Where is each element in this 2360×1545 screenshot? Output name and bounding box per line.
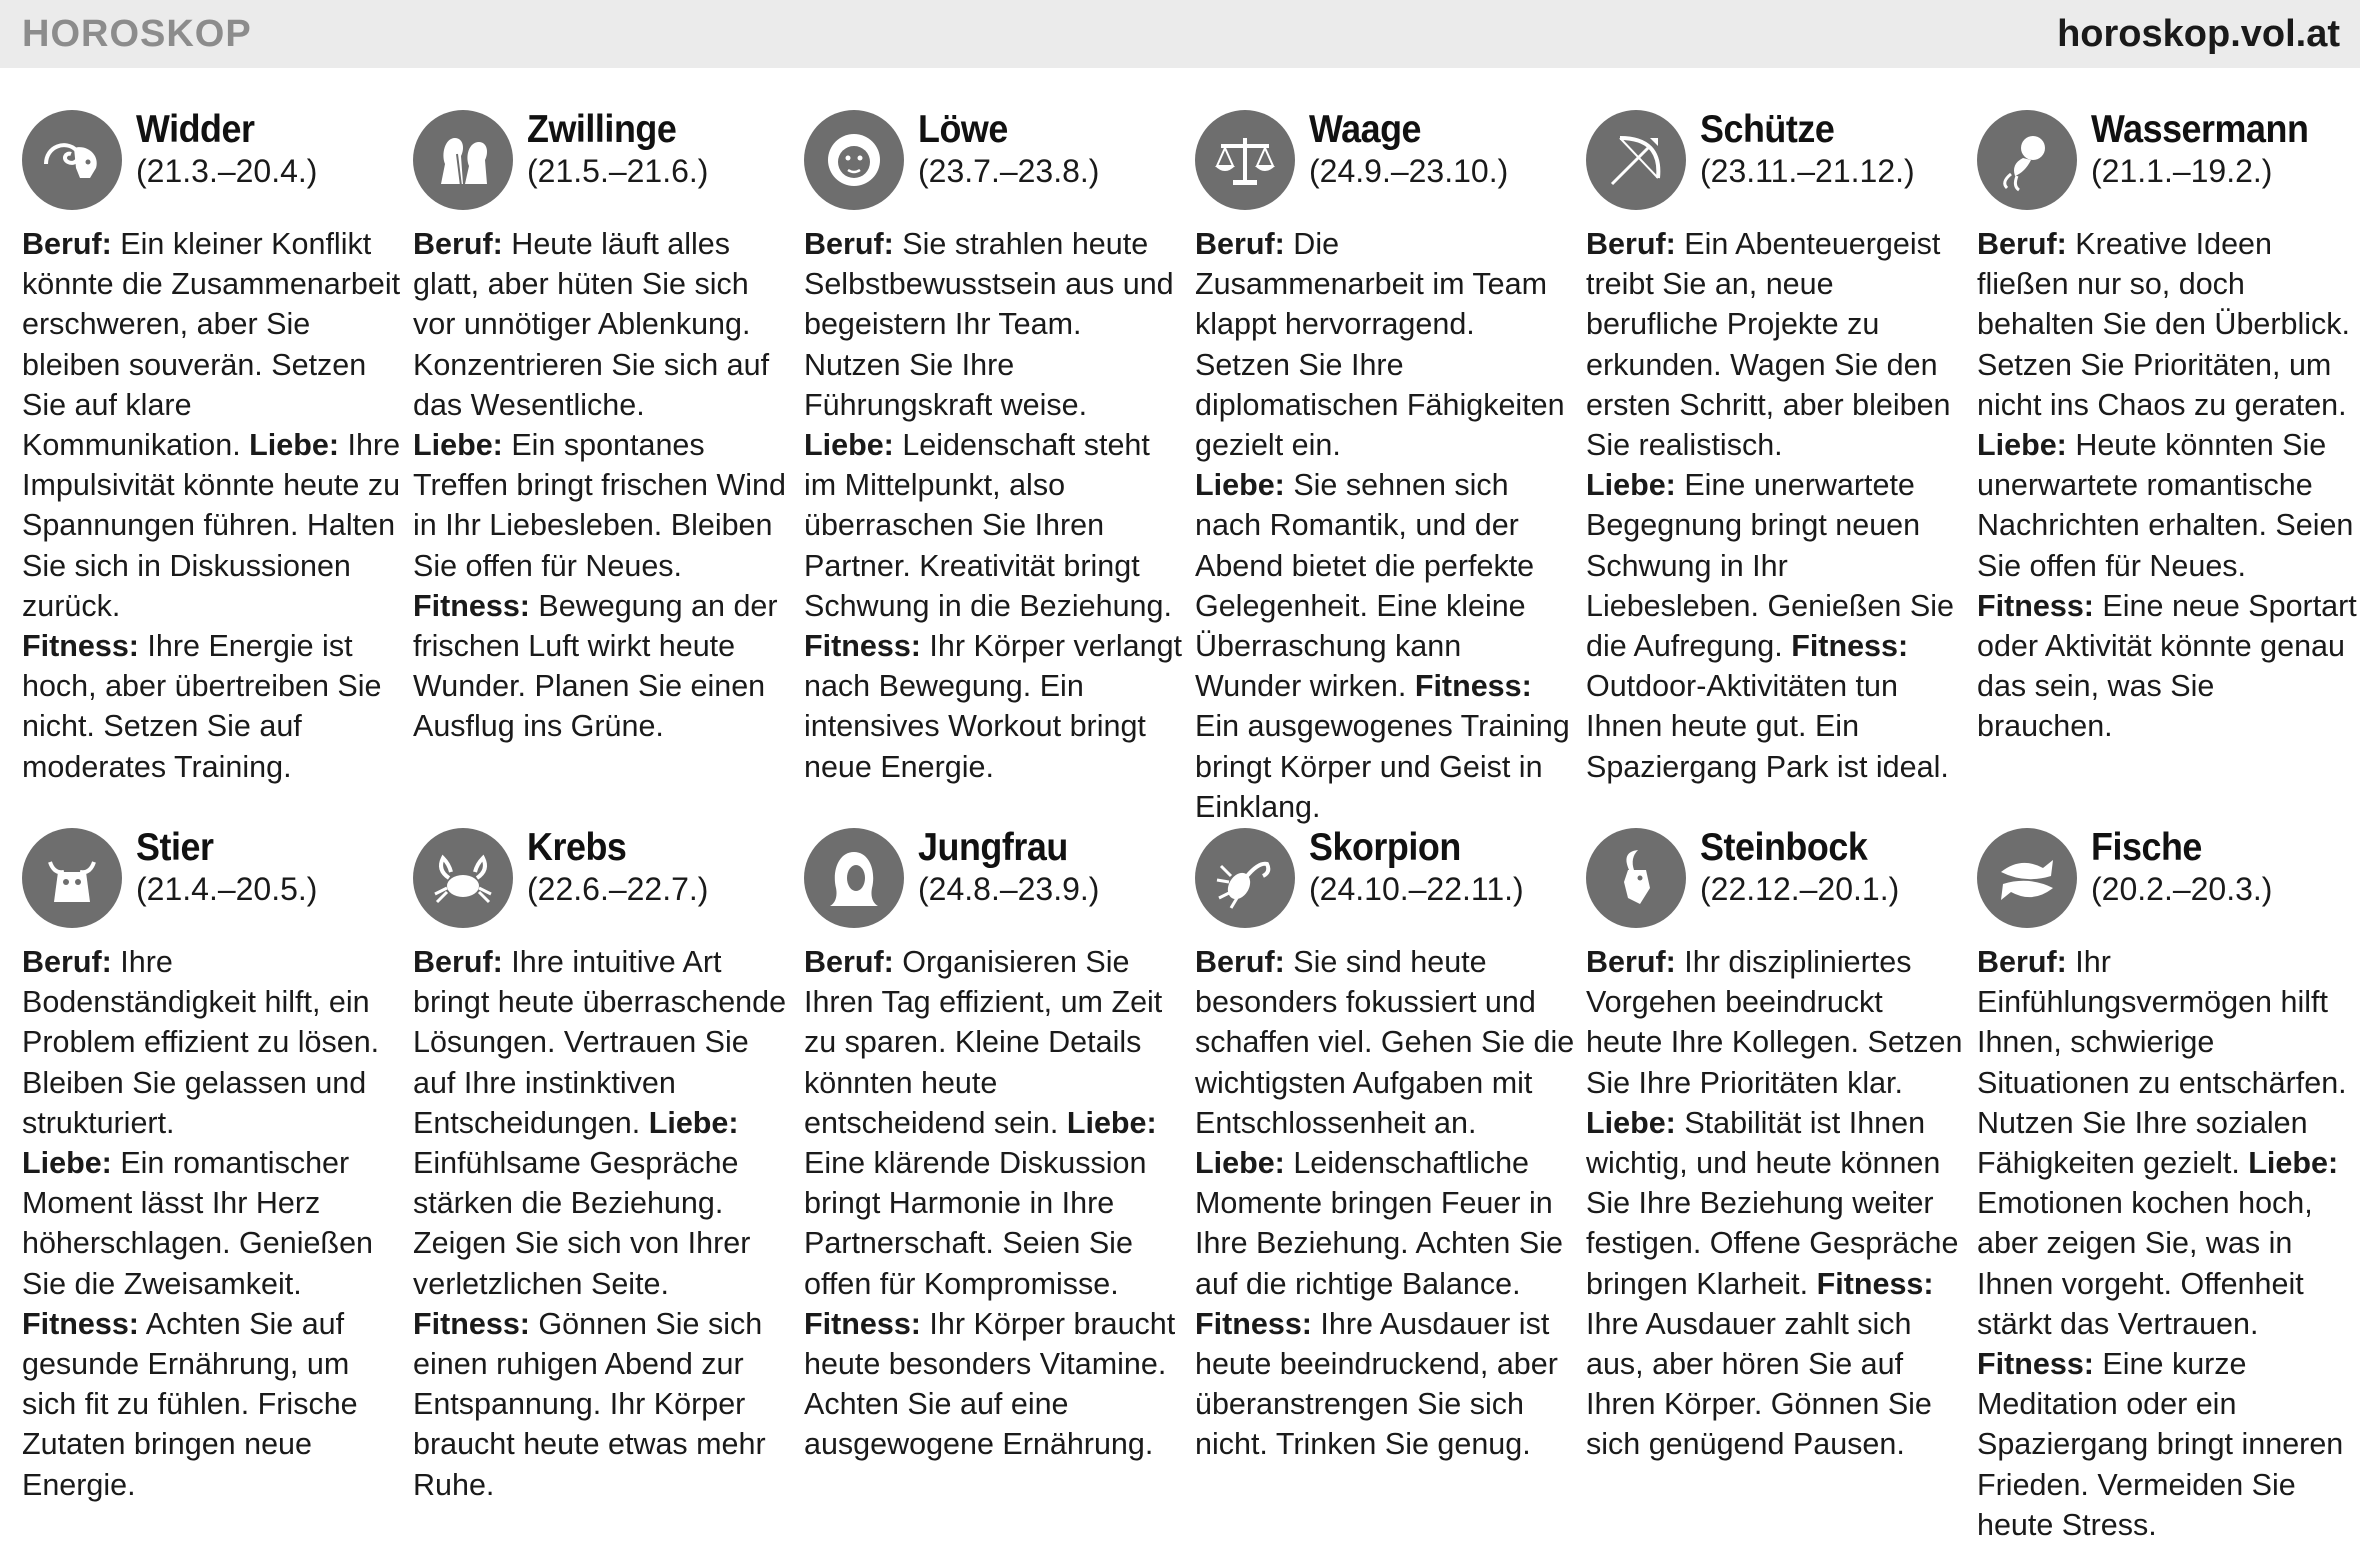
beruf-label: Beruf: — [1586, 945, 1676, 979]
beruf-text: Ihr Einfühlungsvermögen hilft Ihnen, schwierige Situationen zu entschärfen. Nutzen Sie Ihre sozialen Fähigkeiten gezielt. — [1977, 945, 2347, 1181]
scales-icon — [1195, 110, 1295, 210]
beruf-label: Beruf: — [1195, 227, 1285, 261]
sign-text — [1586, 942, 1966, 1465]
liebe-label: Liebe: — [413, 428, 503, 463]
sign-wassermann — [1977, 108, 2357, 747]
fitness-label: Fitness: — [413, 588, 530, 623]
beruf-text: Kreative Ideen fließen nur so, doch behalten Sie den Überblick. Setzen Sie Prioritäten, um nicht ins Chaos zu geraten. — [1977, 227, 2351, 422]
beruf-label: Beruf: — [413, 945, 503, 979]
scorpion-icon — [1195, 828, 1295, 928]
sign-dates: (21.3.–20.4.) — [136, 153, 318, 189]
fitness-text: Ihr Körper verlangt nach Bewegung. Ein intensives Workout bringt neue Energie. — [804, 629, 1183, 784]
sign-header — [1586, 108, 1956, 218]
liebe-label: Liebe: — [1586, 468, 1676, 503]
sign-stier — [22, 826, 392, 1505]
liebe-label: Liebe: — [1586, 1105, 1676, 1140]
fitness-label: Fitness: — [1816, 1266, 1934, 1301]
fitness-label: Fitness: — [413, 1306, 530, 1341]
beruf-text: Die Zusammenarbeit im Team klappt hervorragend. Setzen Sie Ihre diplomatischen Fähigkeiten gezielt ein. — [1195, 227, 1565, 463]
sign-text — [22, 942, 402, 1505]
sign-header — [22, 108, 392, 218]
beruf-label: Beruf: — [1195, 945, 1285, 979]
sign-loewe — [804, 108, 1183, 787]
beruf-text: Ihr diszipliniertes Vorgehen beeindruckt heute Ihre Kollegen. Setzen Sie Ihre Prioritäten klar. — [1586, 945, 1963, 1100]
sign-schuetze — [1586, 108, 1956, 787]
liebe-text: Eine klärende Diskussion bringt Harmonie in Ihre Partnerschaft. Seien Sie offen für Kompromisse. — [804, 1146, 1147, 1301]
archer-icon — [1586, 110, 1686, 210]
sign-widder — [22, 108, 401, 787]
crab-icon — [413, 828, 513, 928]
liebe-label: Liebe: — [2248, 1146, 2339, 1181]
liebe-text: Ein spontanes Treffen bringt frischen Wind in Ihr Liebesleben. Bleiben Sie offen für Neues. — [413, 428, 786, 583]
fitness-label: Fitness: — [22, 1306, 139, 1341]
fitness-label: Fitness: — [1195, 1306, 1312, 1341]
sign-name: Steinbock — [1700, 826, 1868, 869]
sign-dates: (20.2.–20.3.) — [2091, 871, 2273, 907]
fitness-text: Eine kurze Meditation oder ein Spaziergang bringt inneren Frieden. Vermeiden Sie heute Stress. — [1977, 1347, 2344, 1542]
beruf-label: Beruf: — [804, 945, 894, 979]
beruf-text: Sie strahlen heute Selbstbewusstsein aus und begeistern Ihr Team. Nutzen Sie Ihre Führungskraft weise. — [804, 227, 1174, 422]
beruf-text: Ihre Bodenständigkeit hilft, ein Problem effizient zu lösen. Bleiben Sie gelassen und strukturiert. — [22, 945, 380, 1140]
sign-skorpion — [1195, 826, 1575, 1465]
sign-header — [413, 108, 783, 218]
beruf-label: Beruf: — [804, 227, 894, 261]
liebe-text: Emotionen kochen hoch, aber zeigen Sie, was in Ihnen vorgeht. Offenheit stärkt das Vertrauen. — [1977, 1186, 2313, 1341]
sign-header — [804, 108, 1174, 218]
sign-text — [804, 224, 1184, 787]
capricorn-icon — [1586, 828, 1686, 928]
liebe-text: Leidenschaftliche Momente bringen Feuer in Ihre Beziehung. Achten Sie auf die richtige Balance. — [1195, 1146, 1563, 1301]
sign-text — [1195, 942, 1575, 1465]
fitness-text: Ihr Körper braucht heute besonders Vitamine. Achten Sie auf eine ausgewogene Ernährung. — [804, 1306, 1176, 1462]
sign-name: Fische — [2091, 826, 2202, 869]
liebe-text: Ihre Impulsivität könnte heute zu Spannungen führen. Halten Sie sich in Diskussionen zurück. — [22, 428, 401, 623]
sign-name: Zwillinge — [527, 108, 677, 151]
sign-jungfrau — [804, 826, 1174, 1465]
sign-dates: (24.8.–23.9.) — [918, 871, 1100, 907]
sign-name: Waage — [1309, 108, 1422, 151]
beruf-label: Beruf: — [22, 227, 112, 261]
beruf-label: Beruf: — [1977, 945, 2067, 979]
fish-icon — [1977, 828, 2077, 928]
sign-dates: (24.10.–22.11.) — [1309, 871, 1524, 907]
beruf-text: Ein kleiner Konflikt könnte die Zusammenarbeit erschweren, aber Sie bleiben souverän. Setzen Sie auf klare Kommunikation. — [22, 227, 401, 463]
sign-waage — [1195, 108, 1570, 827]
fitness-text: Bewegung an der frischen Luft wirkt heute Wunder. Planen Sie einen Ausflug ins Grüne. — [413, 588, 778, 744]
sign-dates: (22.6.–22.7.) — [527, 871, 709, 907]
fitness-text: Eine neue Sportart oder Aktivität könnte genau das sein, was Sie brauchen. — [1977, 588, 2357, 744]
sign-text — [804, 942, 1184, 1465]
beruf-text: Sie sind heute besonders fokussiert und schaffen viel. Gehen Sie die wichtigsten Aufgaben mit Entschlossenheit an. — [1195, 945, 1575, 1140]
sign-text — [1586, 224, 1966, 787]
lion-icon — [804, 110, 904, 210]
beruf-label: Beruf: — [1586, 227, 1676, 261]
sign-dates: (23.7.–23.8.) — [918, 153, 1100, 189]
beruf-label: Beruf: — [22, 945, 112, 979]
liebe-label: Liebe: — [1195, 1146, 1285, 1181]
fitness-text: Outdoor-Aktivitäten tun Ihnen heute gut. Ein Spaziergang Park ist ideal. — [1586, 669, 1949, 784]
sign-text — [22, 224, 402, 787]
bull-icon — [22, 828, 122, 928]
sign-header — [413, 826, 783, 936]
liebe-label: Liebe: — [1066, 1105, 1157, 1140]
section-title: HOROSKOP — [22, 12, 252, 55]
fitness-label: Fitness: — [1414, 669, 1532, 704]
liebe-label: Liebe: — [1977, 428, 2067, 463]
sign-name: Widder — [136, 108, 255, 151]
fitness-text: Achten Sie auf gesunde Ernährung, um sich fit zu fühlen. Frische Zutaten bringen neue Energie. — [22, 1306, 358, 1502]
sign-name: Löwe — [918, 108, 1008, 151]
beruf-label: Beruf: — [413, 227, 503, 261]
sign-text — [1195, 224, 1575, 827]
sign-dates: (21.5.–21.6.) — [527, 153, 709, 189]
liebe-text: Heute könnten Sie unerwartete romantische Nachrichten erhalten. Seien Sie offen für Neues. — [1977, 428, 2354, 583]
virgin-icon — [804, 828, 904, 928]
sign-header — [804, 826, 1174, 936]
beruf-text: Heute läuft alles glatt, aber hüten Sie sich vor unnötiger Ablenkung. Konzentrieren Sie sich auf das Wesentliche. — [413, 227, 770, 422]
sign-krebs — [413, 826, 787, 1505]
beruf-text: Organisieren Sie Ihren Tag effizient, um Zeit zu sparen. Kleine Details könnten heute entscheidend sein. — [804, 945, 1163, 1140]
sign-dates: (21.4.–20.5.) — [136, 871, 318, 907]
fitness-label: Fitness: — [1977, 1347, 2094, 1382]
liebe-label: Liebe: — [804, 428, 894, 463]
fitness-text: Ihre Energie ist hoch, aber übertreiben Sie nicht. Setzen Sie auf moderates Training. — [22, 629, 382, 784]
sign-fische — [1977, 826, 2347, 1545]
sign-dates: (23.11.–21.12.) — [1700, 153, 1915, 189]
twins-icon — [413, 110, 513, 210]
sign-dates: (22.12.–20.1.) — [1700, 871, 1900, 907]
sign-text — [413, 942, 793, 1505]
beruf-label: Beruf: — [1977, 227, 2067, 261]
fitness-text: Gönnen Sie sich einen ruhigen Abend zur Entspannung. Ihr Körper braucht heute etwas mehr Ruhe. — [413, 1306, 766, 1502]
liebe-text: Ein romantischer Moment lässt Ihr Herz höherschlagen. Genießen Sie die Zweisamkeit. — [22, 1146, 373, 1301]
liebe-text: Leidenschaft steht im Mittelpunkt, also überraschen Sie Ihren Partner. Kreativität bringt Schwung in die Beziehung. — [804, 428, 1172, 623]
sign-header — [1977, 108, 2347, 218]
sign-dates: (24.9.–23.10.) — [1309, 153, 1509, 189]
fitness-label: Fitness: — [1791, 629, 1909, 664]
fitness-label: Fitness: — [22, 629, 139, 664]
sign-text — [1977, 224, 2357, 747]
sign-header — [1586, 826, 1956, 936]
beruf-text: Ihre intuitive Art bringt heute überraschende Lösungen. Vertrauen Sie auf Ihre instinktiven Entscheidungen. — [413, 945, 787, 1140]
liebe-label: Liebe: — [22, 1146, 112, 1181]
water-bearer-icon — [1977, 110, 2077, 210]
fitness-text: Ihre Ausdauer ist heute beeindruckend, aber überanstrengen Sie sich nicht. Trinken Sie genug. — [1195, 1306, 1558, 1462]
liebe-text: Sie sehnen sich nach Romantik, und der Abend bietet die perfekte Gelegenheit. Eine kleine Überraschung kann Wunder wirken. — [1195, 468, 1535, 704]
fitness-text: Ihre Ausdauer zahlt sich aus, aber hören Sie auf Ihren Körper. Gönnen Sie sich genügend Pausen. — [1586, 1306, 1932, 1462]
sign-header — [1195, 108, 1565, 218]
sign-name: Krebs — [527, 826, 627, 869]
sign-steinbock — [1586, 826, 1963, 1465]
sign-header — [22, 826, 392, 936]
site-url[interactable]: horoskop.vol.at — [2057, 12, 2340, 55]
fitness-label: Fitness: — [804, 629, 921, 664]
liebe-label: Liebe: — [648, 1105, 739, 1140]
sign-name: Jungfrau — [918, 826, 1068, 869]
sign-header — [1977, 826, 2347, 936]
sign-dates: (21.1.–19.2.) — [2091, 153, 2273, 189]
fitness-label: Fitness: — [804, 1306, 921, 1341]
ram-icon — [22, 110, 122, 210]
sign-header — [1195, 826, 1565, 936]
sign-text — [1977, 942, 2357, 1545]
page-header — [0, 0, 2360, 68]
sign-name: Stier — [136, 826, 214, 869]
beruf-text: Ein Abenteuergeist treibt Sie an, neue berufliche Projekte zu erkunden. Wagen Sie den ersten Schritt, aber bleiben Sie realistisch. — [1586, 227, 1951, 463]
liebe-text: Eine unerwartete Begegnung bringt neuen Schwung in Ihr Liebesleben. Genießen Sie die Aufregung. — [1586, 468, 1954, 664]
sign-name: Wassermann — [2091, 108, 2309, 151]
sign-name: Skorpion — [1309, 826, 1461, 869]
liebe-label: Liebe: — [249, 428, 339, 463]
sign-text — [413, 224, 793, 747]
fitness-label: Fitness: — [1977, 588, 2094, 623]
sign-zwillinge — [413, 108, 786, 747]
sign-name: Schütze — [1700, 108, 1835, 151]
liebe-label: Liebe: — [1195, 468, 1285, 503]
fitness-text: Ein ausgewogenes Training bringt Körper und Geist in Einklang. — [1195, 709, 1570, 824]
liebe-text: Einfühlsame Gespräche stärken die Beziehung. Zeigen Sie sich von Ihrer verletzlichen Seite. — [413, 1146, 751, 1301]
liebe-text: Stabilität ist Ihnen wichtig, und heute können Sie Ihre Beziehung weiter festigen. Offene Gespräche bringen Klarheit. — [1586, 1105, 1959, 1301]
